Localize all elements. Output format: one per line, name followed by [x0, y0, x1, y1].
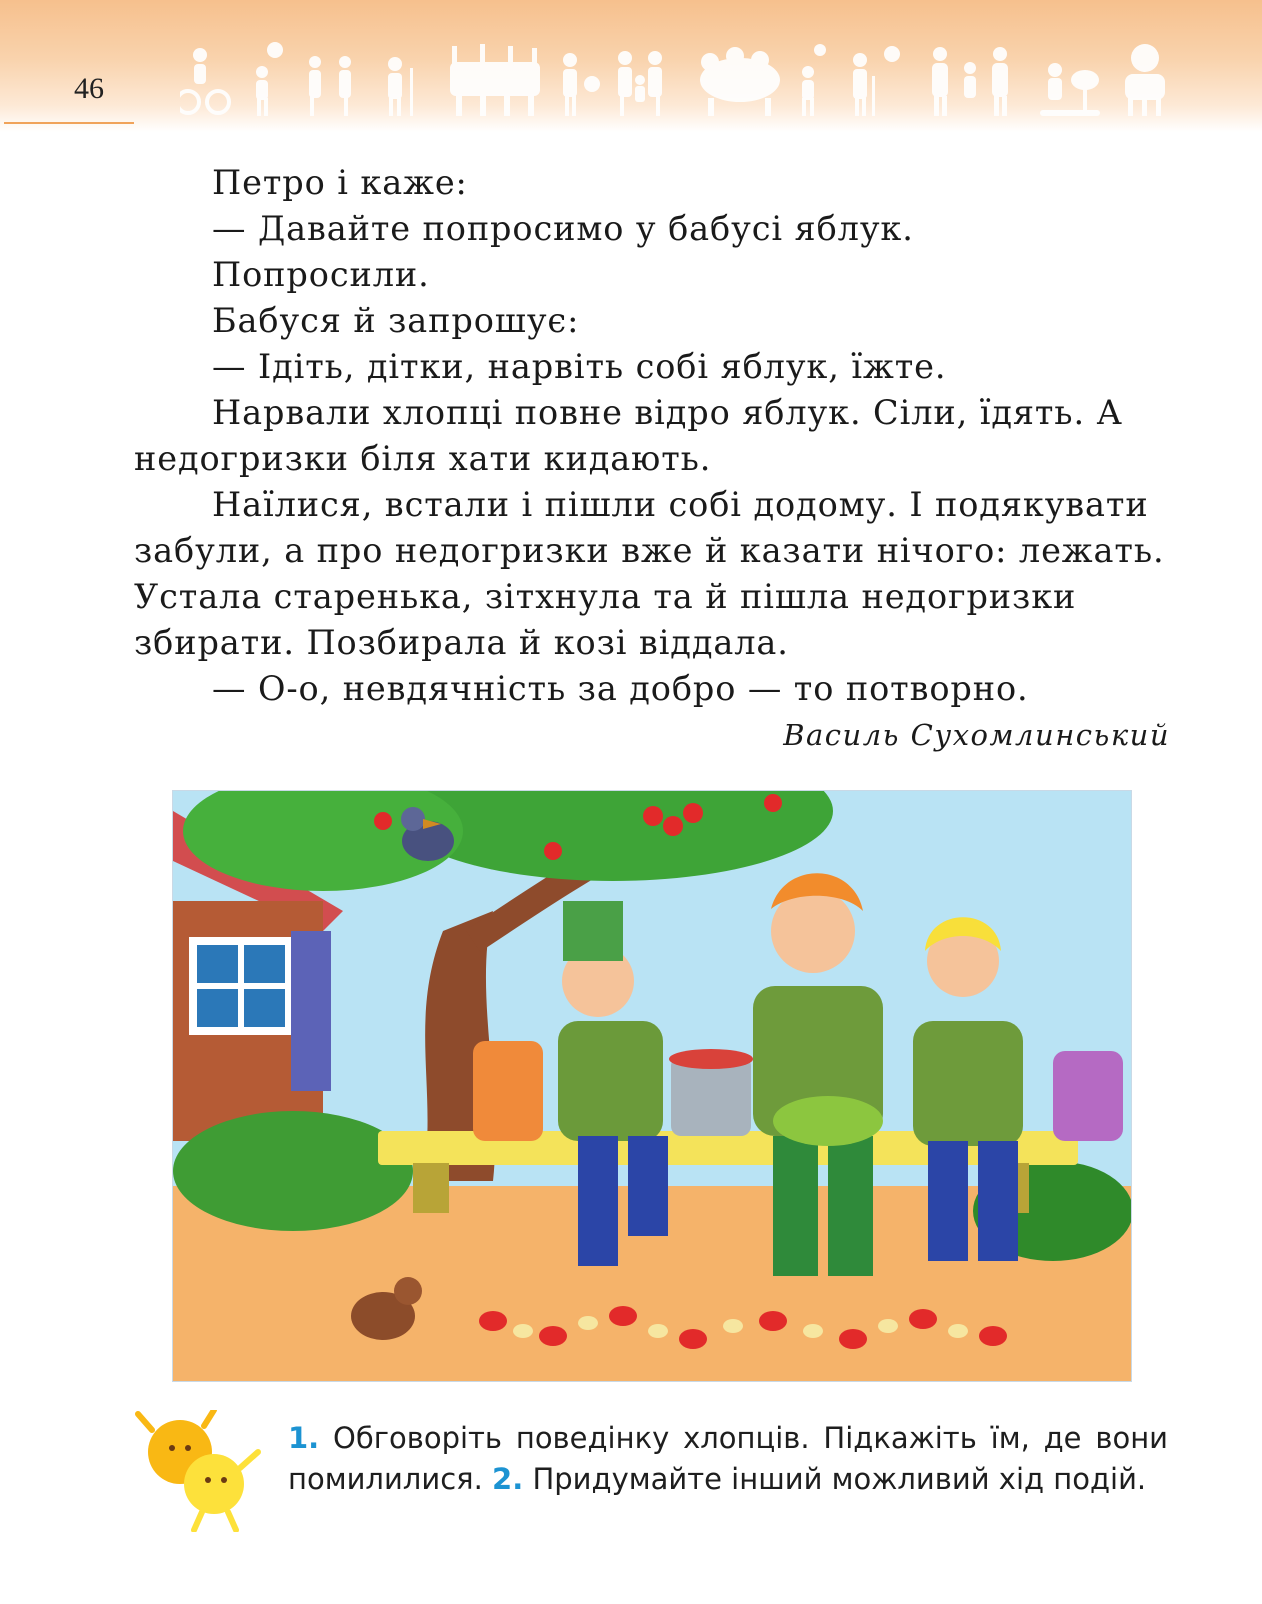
story-illustration	[172, 790, 1132, 1382]
story-text	[134, 160, 1170, 712]
page-number-rule	[4, 122, 134, 124]
child-sun-icon	[802, 44, 826, 116]
people-silhouettes-decoration	[180, 40, 1170, 120]
story-paragraph: Наїлися, встали і пішли собі додому. І подякувати забули, а про недогризки вже й казати нічого: лежать. Устала старенька, зітхнула та й пішла недогризки збирати. Позбирала й козі віддала.	[134, 485, 1165, 662]
person-flower-icon	[563, 53, 600, 116]
task-1-number: 1.	[288, 1421, 320, 1455]
child-balloon-icon	[256, 42, 283, 116]
cyclist-icon	[180, 48, 229, 113]
group-raised-arms-icon	[450, 44, 540, 116]
task-2-text: Придумайте інший можливий хід подій.	[532, 1462, 1147, 1496]
planting-tree-icon	[1040, 63, 1100, 116]
story-line: — Ідіть, дітки, нарвіть собі яблук, їжте.	[212, 347, 947, 386]
story-paragraph: Нарвали хлопці повне відро яблук. Сіли, їдять. А недогризки біля хати кидають.	[134, 393, 1123, 478]
author-name: Василь Сухомлинський	[783, 718, 1170, 752]
family-group-icon	[932, 47, 1008, 116]
task-2-number: 2.	[492, 1462, 524, 1496]
helping-elder-icon	[388, 57, 413, 116]
globe-people-icon	[1125, 44, 1165, 116]
discussion-icon	[132, 1410, 268, 1532]
story-line: — Давайте попросимо у бабусі яблук.	[212, 209, 914, 248]
elder-cane-icon	[853, 46, 900, 116]
page-number: 46	[74, 72, 104, 105]
story-closing-line: — О-о, невдячність за добро — то потворно.	[212, 669, 1029, 708]
crowd-icon	[700, 47, 780, 116]
family-walking-icon	[618, 51, 662, 116]
story-line: Попросили.	[212, 255, 430, 294]
story-line: Бабуся й запрошує:	[212, 301, 580, 340]
people-pair-icon	[309, 56, 351, 116]
task-list	[288, 1418, 1168, 1500]
task-1-text: Обговоріть поведінку хлопців. Підкажіть їм, де вони помилилися.	[288, 1421, 1168, 1496]
story-line: Петро і каже:	[212, 163, 468, 202]
